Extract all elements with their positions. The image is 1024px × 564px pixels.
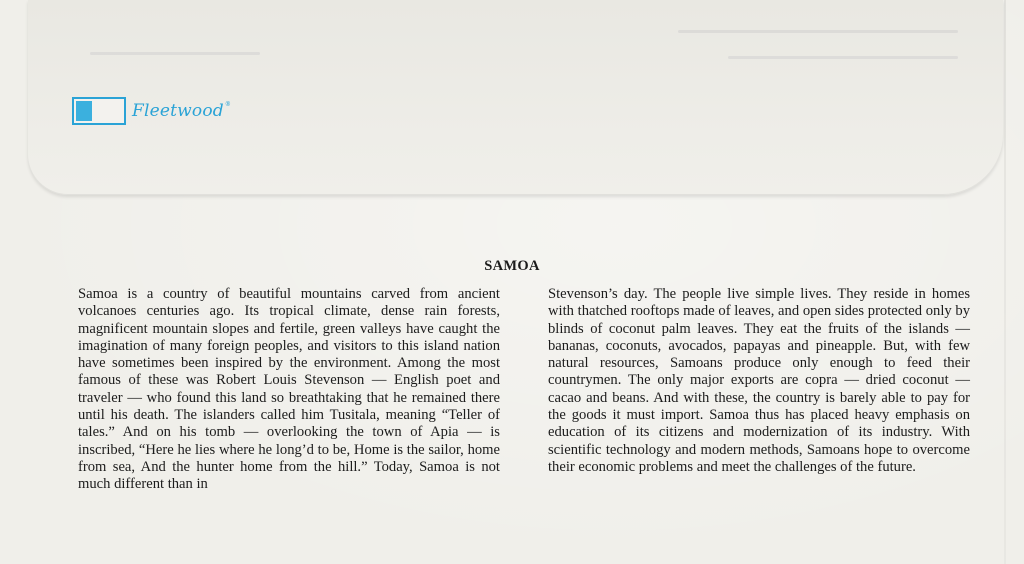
article-title: SAMOA <box>484 258 540 274</box>
logo-box-fill <box>76 101 92 121</box>
article-column-right: Stevenson’s day. The people live simple lives. They reside in homes with thatched rooftops made of leaves, and open sides protected only by blinds of coconut palm leaves. They eat the fruits of the islands — bananas, coconuts, avocados, papayas and pineapple. But, with few natural resources, Samoans produce only enough to feed their countrymen. The only major exports are copra — dried coconut — cacao and beans. And with these, the country is barely able to pay for the goods it must import. Samoa thus has placed heavy emphasis on education of its citizens and modernization of its industry. With scientific technology and modern methods, Samoans hope to overcome their economic problems and meet the challenges of the future. <box>548 286 970 475</box>
envelope-edge <box>1004 0 1006 564</box>
show-through-mark <box>728 56 958 59</box>
logo-name: Fleetwood <box>132 101 224 121</box>
fleetwood-logo <box>72 97 231 125</box>
logo-box-icon <box>72 97 126 125</box>
show-through-mark <box>678 30 958 33</box>
logo-trademark: ® <box>224 101 232 108</box>
logo-wordmark <box>132 101 231 121</box>
show-through-mark <box>90 52 260 55</box>
article-column-left: Samoa is a country of beautiful mountains carved from ancient volcanoes centuries ago. Its tropical climate, dense rain forests, magnificent mountain slopes and fertile, green valleys have caught the imagination of many foreign peoples, and visitors to this island nation have sometimes been inspired by the environment. Among the most famous of these was Robert Louis Stevenson — English poet and traveler — who found this land so breathtaking that he remained there until his death. The islanders called him Tusitala, meaning “Teller of tales.” And on his tomb — overlooking the town of Apia — is inscribed, “Here he lies where he long’d to be, Home is the sailor, home from sea, And the hunter home from the hill.” Today, Samoa is not much different than in <box>78 286 500 493</box>
